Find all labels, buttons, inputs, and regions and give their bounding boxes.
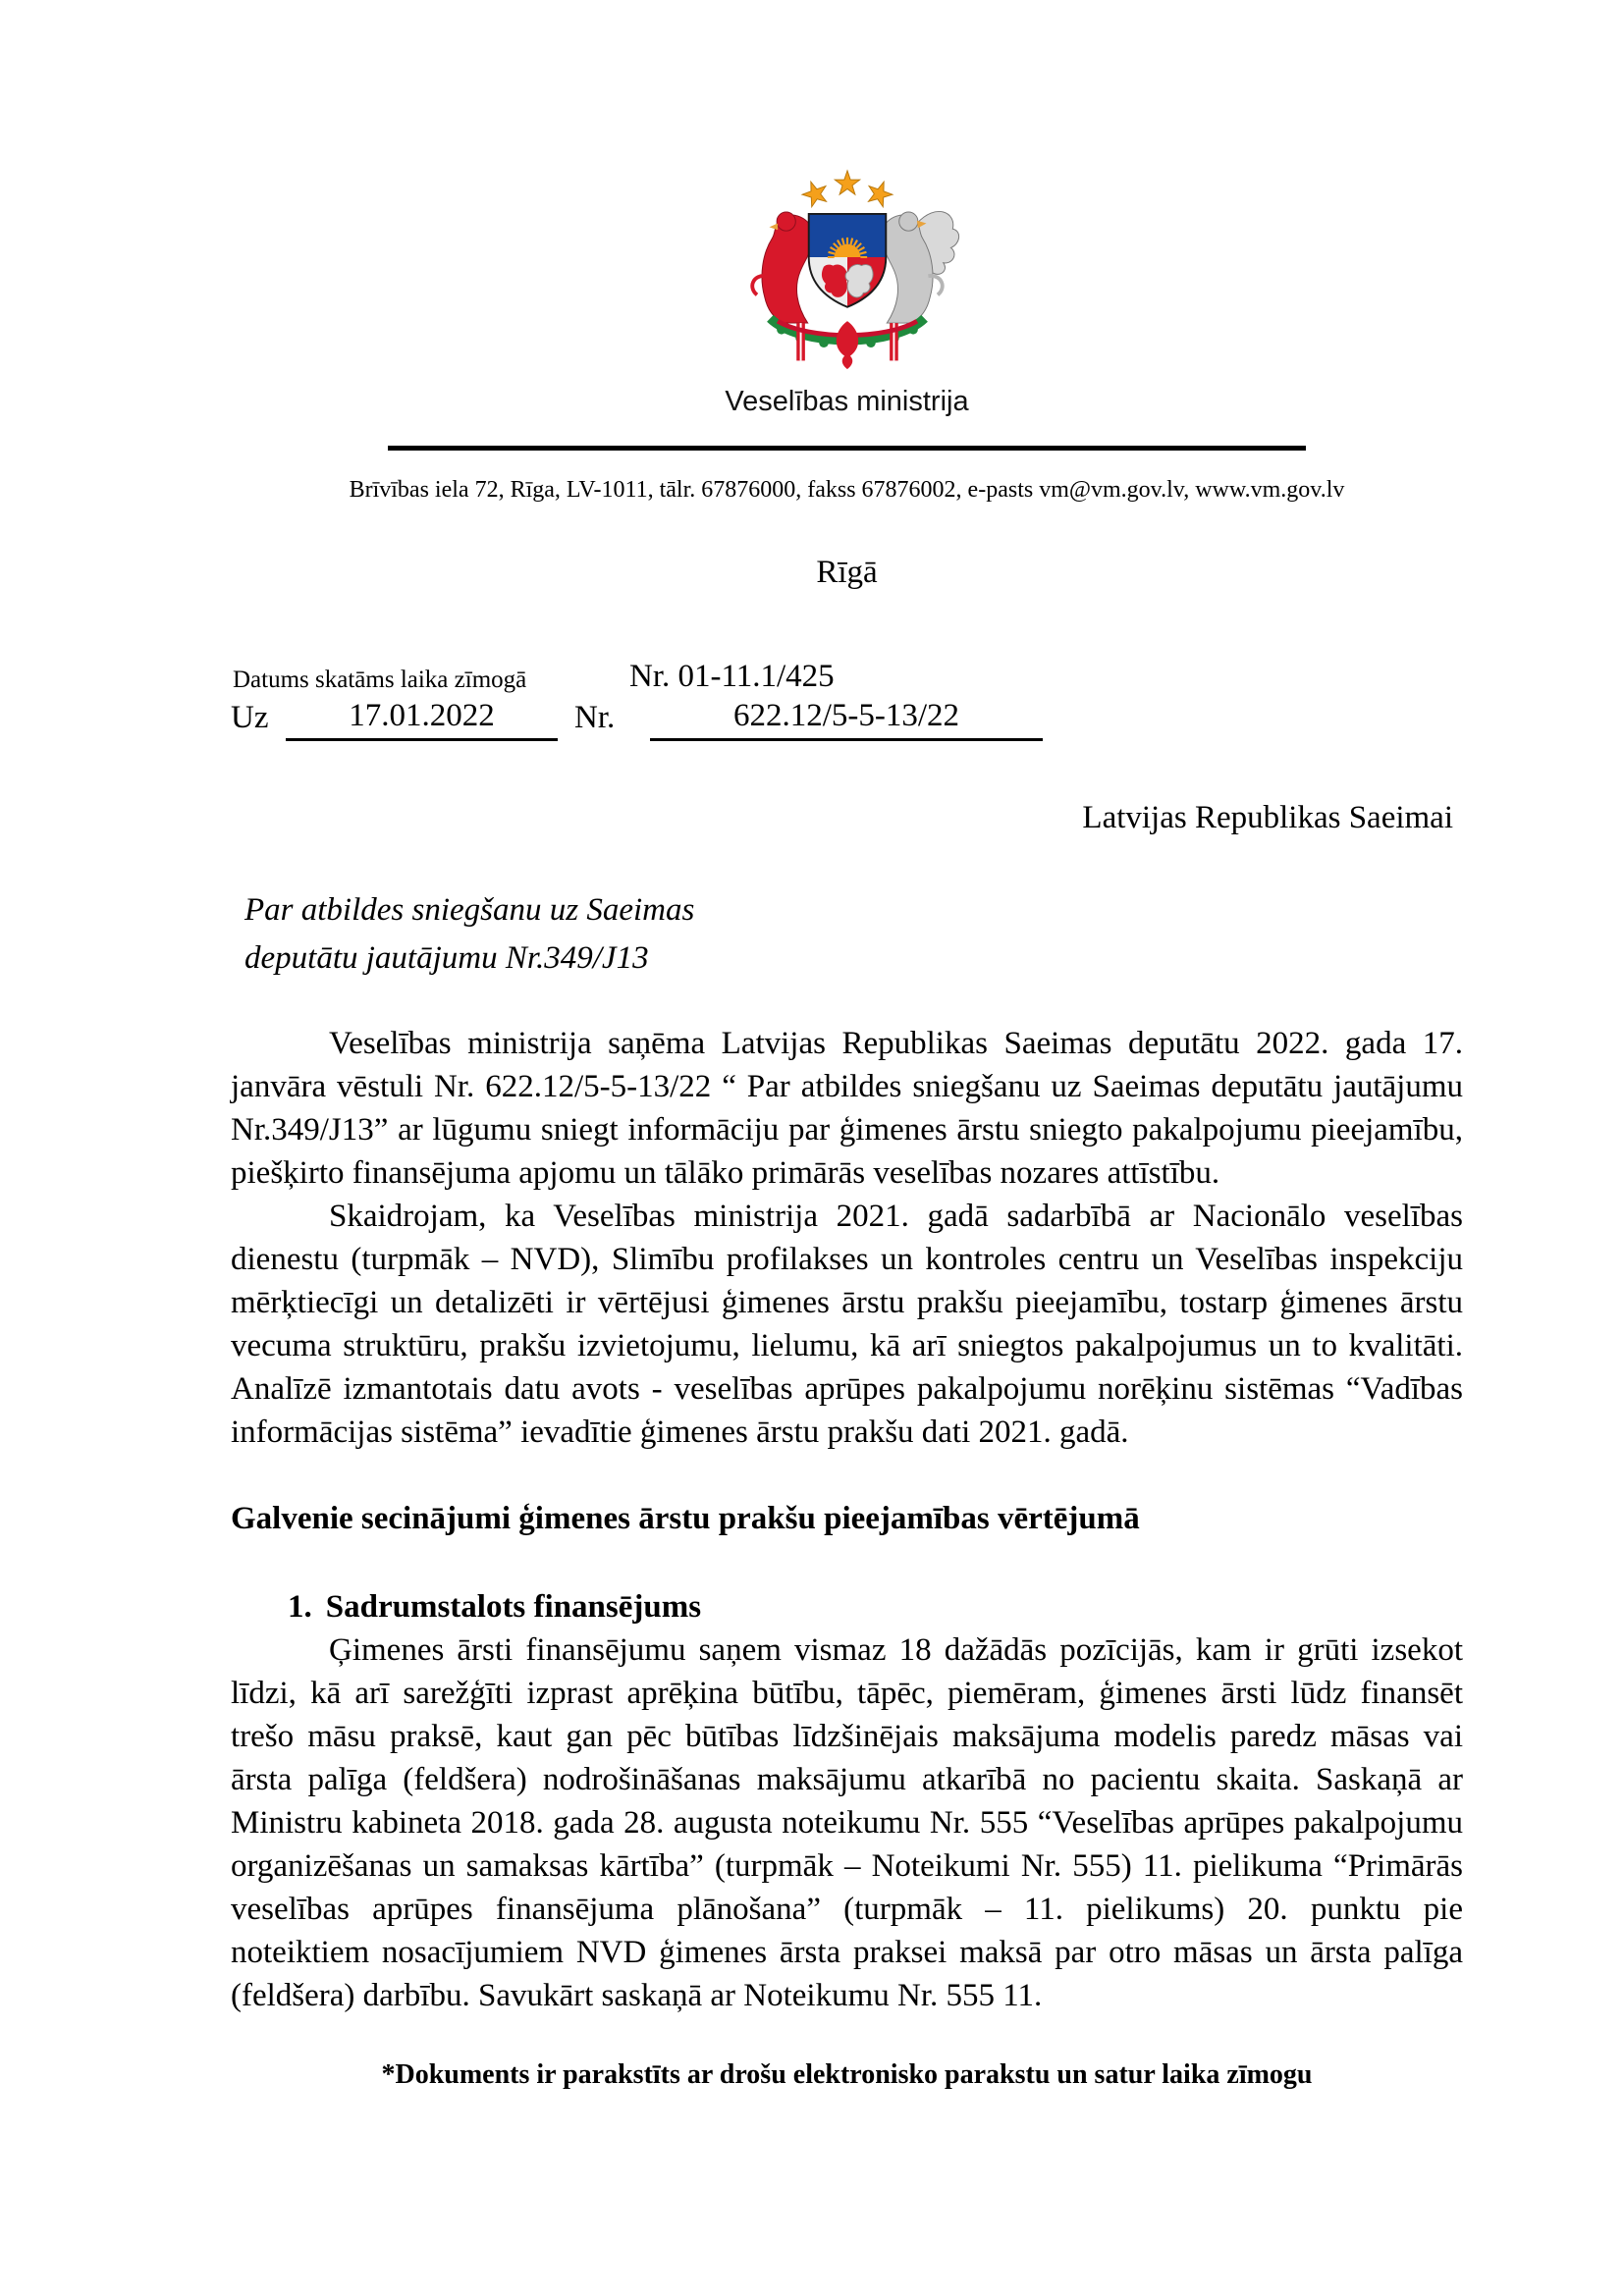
ministry-name: Veselības ministrija xyxy=(725,386,969,417)
letterhead-divider xyxy=(388,446,1306,451)
body-paragraph-1: Veselības ministrija saņēma Latvijas Republikas Saeimas deputātu 2022. gada 17. janvāra vēstuli Nr. 622.12/5-5-13/22 “ Par atbildes sniegšanu uz Saeimas deputātu jautājumu Nr.349/J13” ar lūgumu sniegt informāciju par ģimenes ārstu sniegto pakalpojumu pieejamību, piešķirto finansējuma apjomu un tālāko primārās veselības nozares attīstību. xyxy=(231,1026,1463,1191)
date-note: Datums skatāms laika zīmogā xyxy=(233,667,527,693)
section-heading: Galvenie secinājumi ģimenes ārstu prakšu pieejamības vērtējumā xyxy=(231,1501,1140,1536)
subject-line-2: deputātu jautājumu Nr.349/J13 xyxy=(244,940,649,976)
ribbon-icon xyxy=(778,321,917,369)
body-paragraph-3: Ģimenes ārsti finansējumu saņem vismaz 18 dažādās pozīcijās, kam ir grūti izsekot līdzi, kā arī sarežģīti izprast aprēķina būtību, tāpēc, piemēram, ģimenes ārsti lūdz finansēt trešo māsu praksē, kaut gan pēc būtības līdzšinējais maksājuma modelis paredz māsas vai ārsta palīga (feldšera) nodrošināšanas maksājumu atkarībā no pacientu skaita. Saskaņā ar Ministru kabineta 2018. gada 28. augusta noteikumu Nr. 555 “Veselības aprūpes pakalpojumu organizēšanas un samaksas kārtība” (turpmāk – Noteikumi Nr. 555) 11. pielikuma “Primārās veselības aprūpes finansējuma plānošana” (turpmāk – 11. pielikums) 20. punktu pie noteiktiem nosacījumiem NVD ģimenes ārsta praksei maksā par otro māsas un ārsta palīga (feldšera) darbību. Savukārt saskaņā ar Noteikumu Nr. 555 11. xyxy=(231,1632,1463,2013)
nr-label: Nr. xyxy=(574,700,616,735)
signature-note: *Dokuments ir parakstīts ar drošu elektronisko parakstu un satur laika zīmogu xyxy=(381,2059,1313,2090)
three-stars-icon xyxy=(798,171,894,209)
reference-block xyxy=(231,659,1463,745)
oak-wreath-icon xyxy=(770,318,924,369)
incoming-number-field: 622.12/5-5-13/22 xyxy=(650,696,1043,741)
body-paragraph-2: Skaidrojam, ka Veselības ministrija 2021. gadā sadarbībā ar Nacionālo veselības dienestu (turpmāk – NVD), Slimību profilakses un kontroles centru un Veselības inspekciju mērķtiecīgi un detalizēti ir vērtējusi ģimenes ārstu prakšu pieejamību, tostarp ģimenes ārstu vecuma struktūru, prakšu izvietojumu, lielumu, kā arī sniegtos pakalpojumus un to kvalitāti. Analīzē izmantotais datu avots - veselības aprūpes pakalpojumu norēķinu sistēmas “Vadības informācijas sistēma” ievadītie ģimenes ārstu prakšu dati 2021. gadā. xyxy=(231,1199,1463,1450)
item-title-line xyxy=(288,1585,1463,1629)
doc-number: Nr. 01-11.1/425 xyxy=(629,659,835,694)
shield-icon xyxy=(808,214,886,314)
recipient: Latvijas Republikas Saeimai xyxy=(1082,800,1453,835)
contact-line: Brīvības iela 72, Rīga, LV-1011, tālr. 67876000, fakss 67876002, e-pasts vm@vm.gov.lv, www.vm.gov.lv xyxy=(349,477,1345,503)
subject-block xyxy=(244,886,1463,983)
griffin-supporter-icon xyxy=(881,211,958,323)
subject-line-1: Par atbildes sniegšanu uz Saeimas xyxy=(244,892,695,928)
uz-date-field: 17.01.2022 xyxy=(286,696,558,741)
city-line: Rīgā xyxy=(816,555,878,590)
uz-label: Uz xyxy=(231,700,269,735)
lion-supporter-icon xyxy=(752,212,813,323)
item-title: Sadrumstalots finansējums xyxy=(325,1589,702,1625)
latvia-coat-of-arms-icon xyxy=(734,165,960,372)
item-number: 1. xyxy=(288,1589,312,1625)
letterhead xyxy=(231,165,1463,377)
